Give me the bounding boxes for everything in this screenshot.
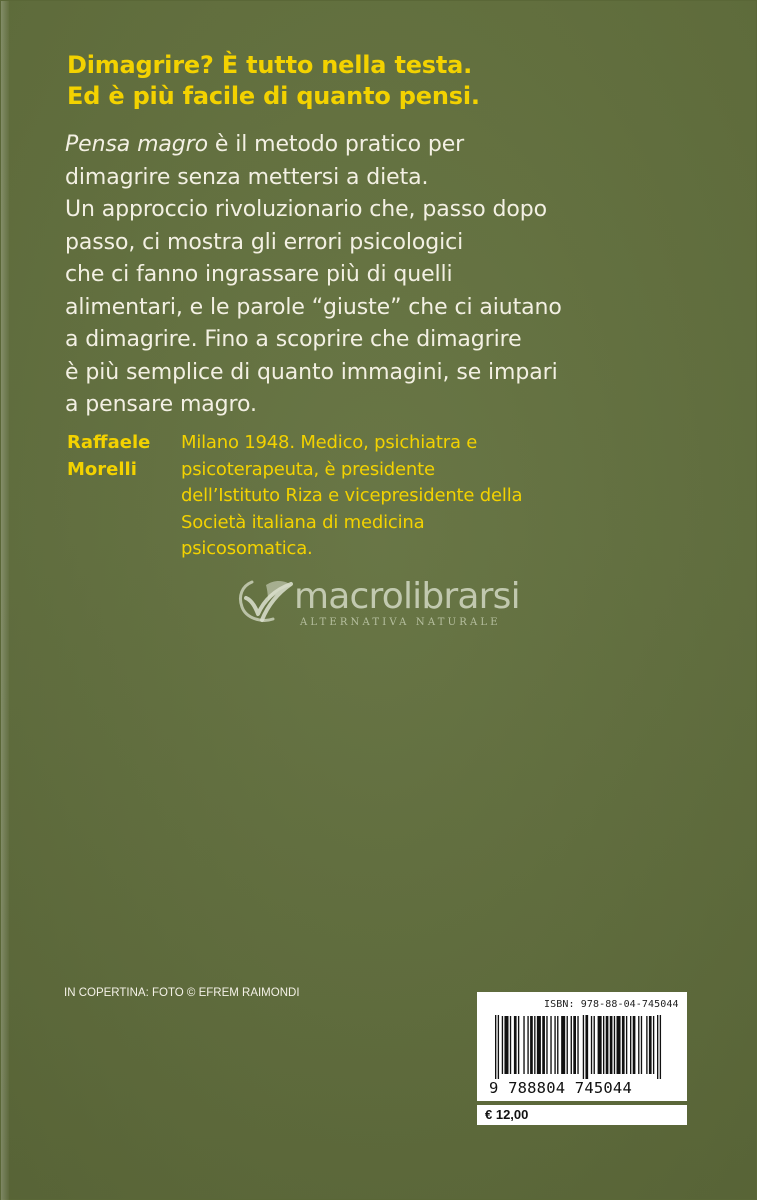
macrolibrarsi-watermark — [233, 576, 533, 636]
description-line-1-rest: è il metodo pratico per — [207, 132, 465, 157]
description-line-2: dimagrire senza mettersi a dieta. — [65, 164, 429, 190]
author-bio-line-1: Milano 1948. Medico, psichiatra e — [181, 432, 478, 453]
author-bio-line-5: psicosomatica. — [181, 538, 313, 559]
author-first-name: Raffaele — [67, 432, 151, 453]
description-line-5: che ci fanno ingrassare più di quelli — [65, 262, 453, 287]
barcode-icon — [495, 1015, 680, 1079]
isbn-label: ISBN: 978-88-04-745044 — [544, 999, 679, 1010]
author-last-name: Morelli — [67, 458, 137, 480]
price: € 12,00 — [485, 1107, 529, 1122]
tagline-line-1: Dimagrire? È tutto nella testa. — [67, 51, 473, 79]
author-name — [67, 430, 150, 483]
tagline-line-2: Ed è più facile di quanto pensi. — [67, 82, 480, 110]
cover-tagline — [67, 50, 480, 112]
description-line-7: a dimagrire. Fino a scoprire che dimagrire — [65, 327, 522, 352]
author-bio-line-3: dell’Istituto Riza e vicepresidente della — [181, 485, 523, 506]
description-line-8: è più semplice di quanto immagini, se impari — [65, 359, 558, 385]
description-line-9: a pensare magro. — [65, 392, 257, 417]
description-line-1 — [65, 129, 675, 162]
description-line-3: Un approccio rivoluzionario che, passo dopo — [65, 197, 548, 222]
watermark-subtitle: ALTERNATIVA NATURALE — [300, 617, 501, 628]
price-label — [477, 1105, 687, 1125]
book-description — [65, 129, 675, 422]
author-bio-line-4: Società italiana di medicina — [181, 511, 425, 533]
book-title-italic: Pensa magro — [65, 132, 208, 157]
description-line-4: passo, ci mostra gli errori psicologici — [65, 229, 464, 255]
page-edge-highlight — [1, 1, 9, 1201]
barcode-label — [477, 992, 687, 1101]
cover-photo-credit: IN COPERTINA: FOTO © EFREM RAIMONDI — [64, 987, 300, 999]
barcode-digits: 9 788804 745044 — [489, 1079, 632, 1097]
watermark-brand: macrolibrarsi — [294, 576, 520, 617]
leaf-check-logo-icon — [233, 576, 297, 624]
author-bio-line-2: psicoterapeuta, è presidente — [181, 458, 435, 480]
author-bio — [181, 430, 522, 563]
description-line-6: alimentari, e le parole “giuste” che ci aiutano — [65, 294, 562, 320]
